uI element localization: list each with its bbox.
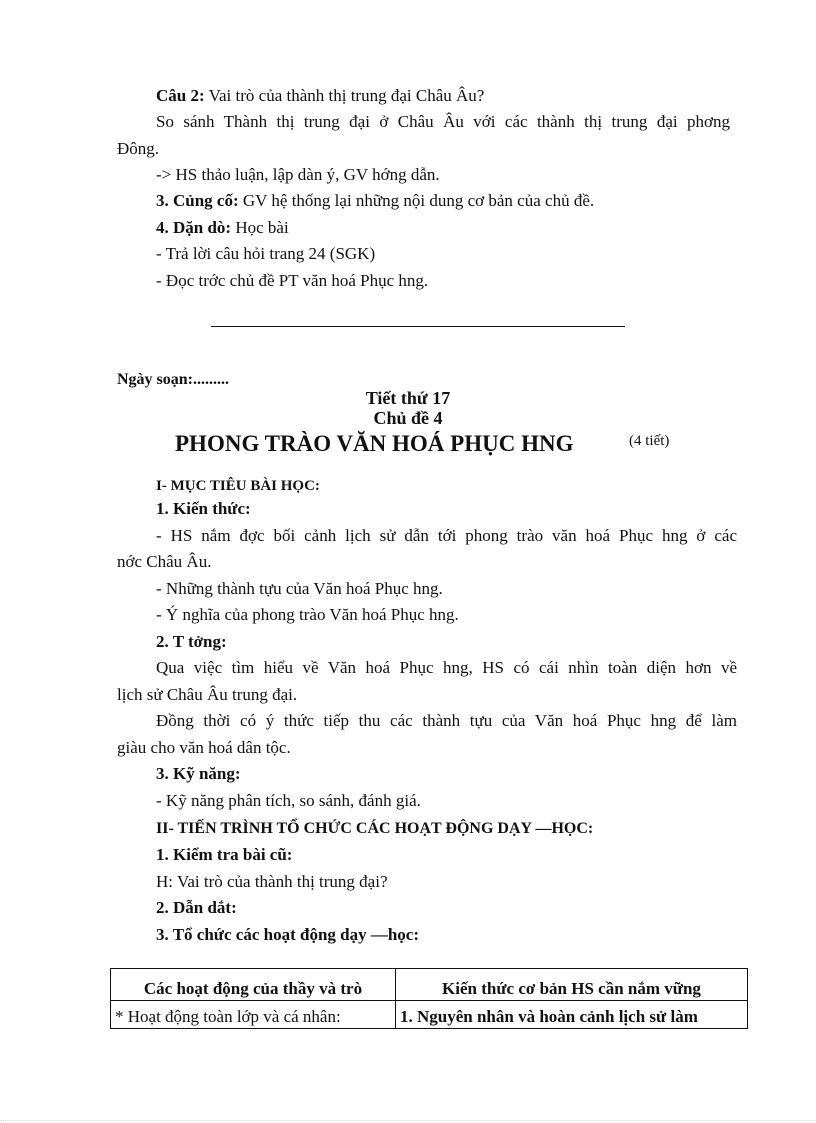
question-2 <box>156 85 484 107</box>
table-cell-activity: * Hoạt động toàn lớp và cá nhân: <box>111 1001 396 1029</box>
table-cell-knowledge: 1. Nguyên nhân và hoàn cảnh lịch sử làm <box>396 1001 748 1029</box>
thought-para-2b: giàu cho văn hoá dân tộc. <box>117 738 291 757</box>
consolidation-label: 3. Củng cố: <box>156 191 239 210</box>
lesson-number: Tiết thứ 17 <box>365 388 451 408</box>
knowledge-item-1b: nớc Châu Âu. <box>117 552 212 571</box>
compare-line-2: Đông. <box>117 139 160 158</box>
section-process: II- TIẾN TRÌNH TỔ CHỨC CÁC HOẠT ĐỘNG DẠY —HỌC: <box>156 820 594 837</box>
table-header-knowledge: Kiến thức cơ bản HS cần nắm vững <box>396 969 748 1001</box>
knowledge-item-2: - Những thành tựu của Văn hoá Phục hng. <box>156 579 443 598</box>
thought-heading: 2. T tởng: <box>156 632 227 651</box>
knowledge-item-1a: - HS nắm đợc bối cảnh lịch sử dẫn tới phong trào văn hoá Phục hng ở các <box>156 526 737 545</box>
consolidation <box>156 190 594 212</box>
thought-para-1a: Qua việc tìm hiểu về Văn hoá Phục hng, HS có cái nhìn toàn diện hơn về <box>156 658 737 677</box>
prepare-date: Ngày soạn:......... <box>117 371 230 388</box>
homework-label: 4. Dặn dò: <box>156 218 232 237</box>
homework <box>156 217 289 239</box>
question-2-label: Câu 2: <box>156 86 205 105</box>
homework-item-2: - Đọc trớc chủ đề PT văn hoá Phục hng. <box>156 271 429 290</box>
table-header-row <box>111 969 748 1001</box>
lead-in-heading: 2. Dẫn dắt: <box>156 898 237 917</box>
review-question: H: Vai trò của thành thị trung đại? <box>156 872 388 891</box>
table-row <box>111 1001 748 1029</box>
section-objectives: I- MỤC TIÊU BÀI HỌC: <box>156 478 320 494</box>
topic-number: Chủ đề 4 <box>373 408 443 428</box>
lesson-periods: (4 tiết) <box>629 433 670 449</box>
skills-item-1: - Kỹ năng phân tích, so sánh, đánh giá. <box>156 791 421 810</box>
page-bottom-edge <box>0 1120 816 1121</box>
activities-heading: 3. Tổ chức các hoạt động dạy —học: <box>156 925 420 944</box>
compare-line-1: So sánh Thành thị trung đại ở Châu Âu với các thành thị trung đại phơng <box>156 112 730 131</box>
question-2-text: Vai trò của thành thị trung đại Châu Âu? <box>204 86 485 105</box>
table-header-teacher-student: Các hoạt động của thầy và trò <box>111 969 396 1001</box>
thought-para-1b: lịch sử Châu Âu trung đại. <box>117 685 298 704</box>
section-divider <box>211 326 625 327</box>
homework-text: Học bài <box>231 218 289 237</box>
discussion-note: -> HS thảo luận, lập dàn ý, GV hớng dẫn. <box>156 165 440 184</box>
lesson-title: PHONG TRÀO VĂN HOÁ PHỤC HNG <box>175 431 574 456</box>
skills-heading: 3. Kỹ năng: <box>156 764 241 783</box>
knowledge-heading: 1. Kiến thức: <box>156 499 251 518</box>
activities-table <box>110 968 748 1029</box>
knowledge-item-3: - Ý nghĩa của phong trào Văn hoá Phục hng. <box>156 605 459 624</box>
consolidation-text: GV hệ thống lại những nội dung cơ bản của chủ đề. <box>238 191 595 210</box>
homework-item-1: - Trả lời câu hỏi trang 24 (SGK) <box>156 244 376 263</box>
review-heading: 1. Kiểm tra bài cũ: <box>156 845 293 864</box>
thought-para-2a: Đồng thời có ý thức tiếp thu các thành tựu của Văn hoá Phục hng để làm <box>156 711 737 730</box>
